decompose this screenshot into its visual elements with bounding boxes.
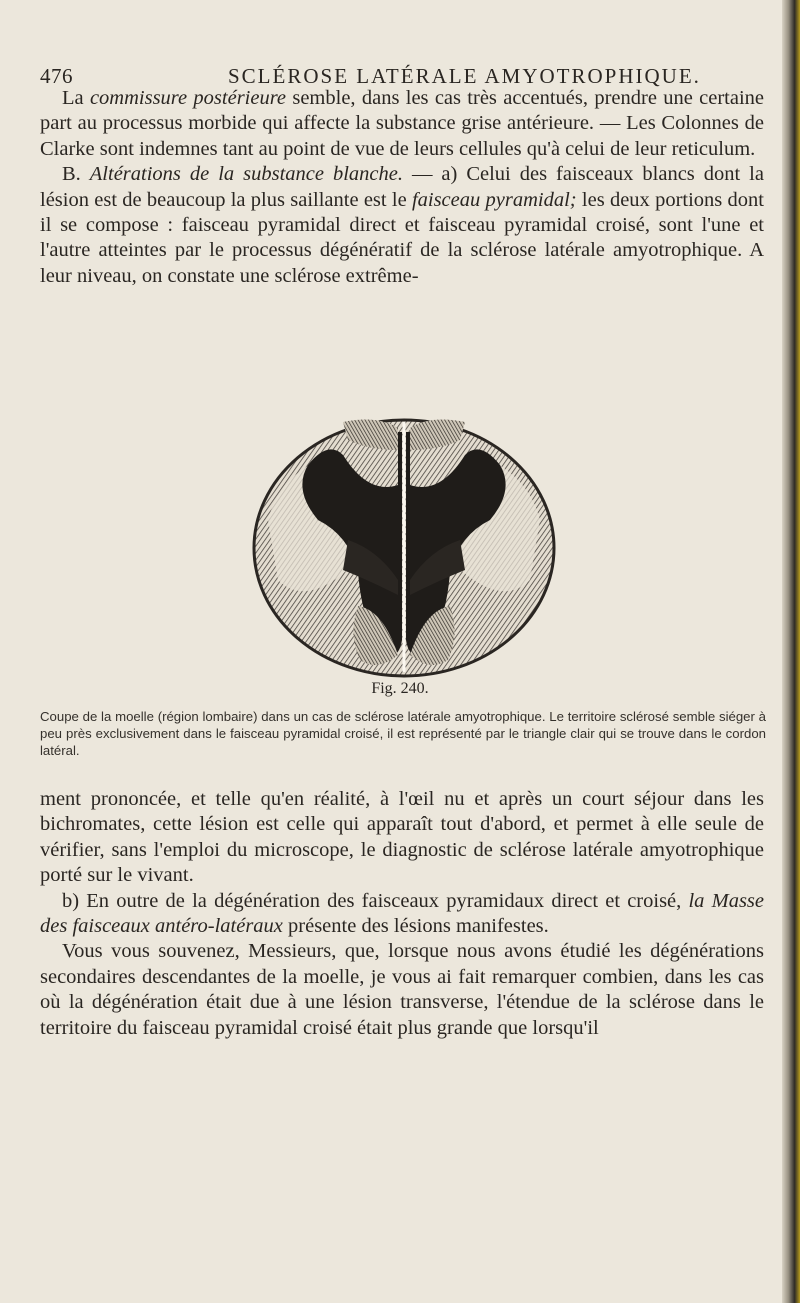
body-text-bottom [40, 787, 764, 1041]
paragraph-souvenez: Vous vous souvenez, Messieurs, que, lorsque nous avons étudié les dégénérations secondaires descendantes de la moelle, je vous ai fait remarquer combien, dans les cas où la dégénération était due à une lésion transverse, l'étendue de la sclérose dans le territoire du faisceau pyramidal croisé était plus grande que lorsqu'il [40, 940, 764, 1039]
running-head: SCLÉROSE LATÉRALE AMYOTROPHIQUE. [228, 64, 701, 88]
figure-caption: Coupe de la moelle (région lombaire) dans un cas de sclérose latérale amyotrophique. Le territoire sclérosé semble siéger à peu près exclusivement dans le faisceau pyramidal croisé, il est représenté par le triangle clair qui se trouve dans le cordon latéral. [40, 709, 766, 759]
paragraph-continuation: ment prononcée, et telle qu'en réalité, à l'œil nu et après un court séjour dans les bichromates, cette lésion est celle qui apparaît tout d'abord, et permet à elle seule de vérifier, sans l'emploi du microscope, le diagnostic de sclérose latérale amyotrophique porté sur le vivant. [40, 788, 764, 887]
term-commissure: commissure postérieure [89, 87, 287, 109]
paragraph-substance-blanche: B. Altérations de la substance blanche. — a) Celui des faisceaux blancs dont la lésion est de beaucoup la plus saillante est le faisceau pyramidal; les deux portions dont il se compose : faisceau pyramidal direct et faisceau pyramidal croisé, sont l'une et l'autre atteintes par le processus dégénératif de la sclérose latérale amyotrophique. A leur niveau, on constate une sclérose extrême- [40, 163, 764, 287]
section-heading: Altérations de la substance blanche. [89, 163, 403, 186]
term-masse-faisceaux: la Masse des faisceaux antéro-latéraux [40, 889, 765, 938]
paragraph-commissure: La commissure postérieure semble, dans les cas très accentués, prendre une certaine part au processus morbide qui affecte la substance grise antérieure. — Les Colonnes de Clarke sont indemnes tant au point de vue de leurs cellules qu'à celui de leur reticulum. [40, 87, 765, 160]
page-edge [782, 0, 800, 1303]
paragraph-antero-lateral: b) En outre de la dégénération des faisceaux pyramidaux direct et croisé, la Masse des faisceaux antéro-latéraux présente des lésions manifestes. [40, 889, 765, 938]
figure-label: Fig. 240. [371, 680, 429, 697]
spinal-cord-section-figure [248, 410, 560, 680]
body-text-top [40, 86, 764, 289]
term-faisceau-pyramidal: faisceau pyramidal; [411, 188, 577, 211]
page-number: 476 [40, 64, 73, 88]
